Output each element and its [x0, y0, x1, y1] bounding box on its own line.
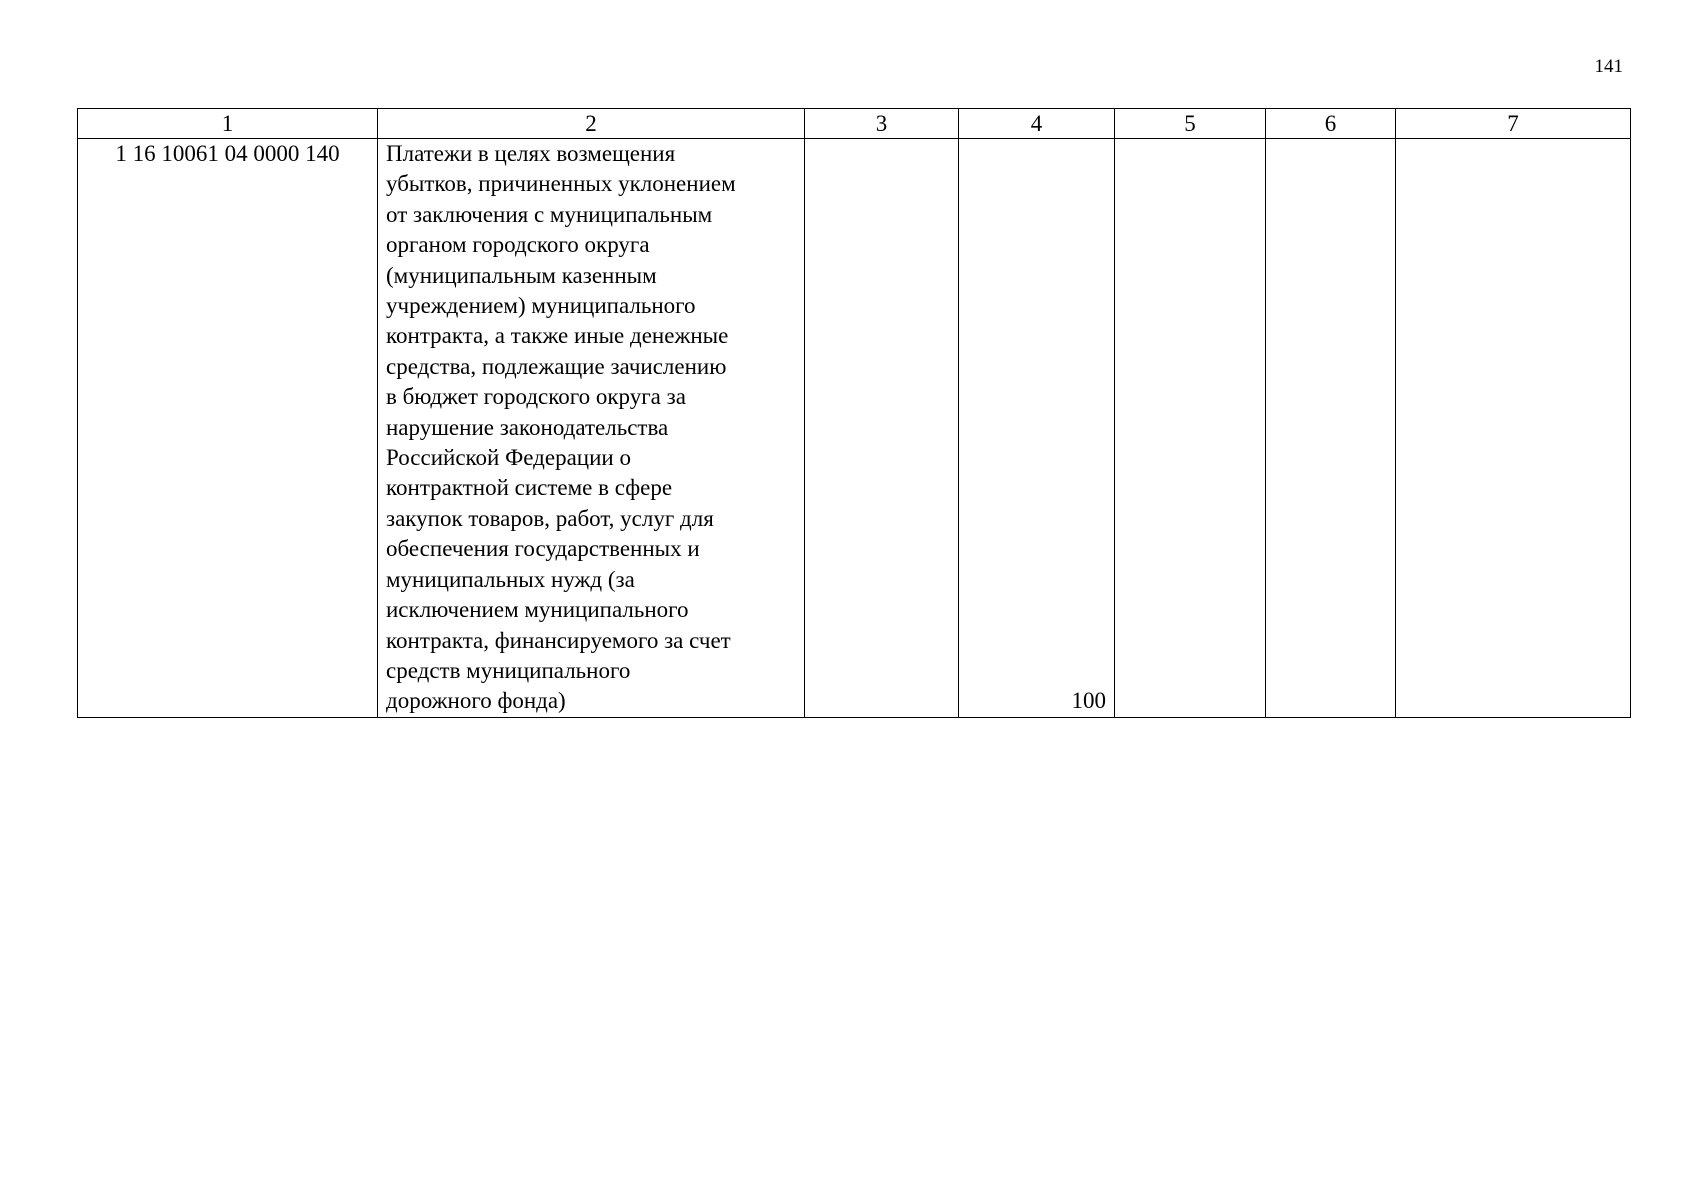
column-3-value [805, 139, 959, 718]
column-header-2: 2 [378, 109, 805, 139]
description-line: Платежи в целях возмещения [386, 141, 676, 166]
description-line: контрактной системе в сфере [386, 475, 673, 501]
description-line: закупок товаров, работ, услуг для [386, 505, 714, 531]
column-header-5: 5 [1115, 109, 1266, 139]
column-6-value [1266, 139, 1396, 718]
page-number: 141 [1594, 56, 1623, 77]
description-line: органом городского округа [386, 232, 650, 258]
column-header-1: 1 [78, 109, 378, 139]
description-line: обеспечения государственных и [386, 536, 700, 562]
description-line: нарушение законодательства [386, 414, 669, 440]
description-cell [378, 139, 805, 718]
description-line: исключением муниципального [386, 597, 689, 623]
column-4-value: 100 [959, 139, 1115, 718]
description-line: муниципальных нужд (за [386, 566, 635, 592]
column-5-value [1115, 139, 1266, 718]
column-header-6: 6 [1266, 109, 1396, 139]
description-line: средства, подлежащие зачислению [386, 353, 727, 379]
description-line: (муниципальным казенным [386, 262, 657, 288]
description-line: контракта, финансируемого за счет [386, 627, 731, 653]
description-line: средств муниципального [386, 657, 631, 683]
description-line: от заключения с муниципальным [386, 201, 713, 227]
column-header-7: 7 [1396, 109, 1631, 139]
budget-code-cell: 1 16 10061 04 0000 140 [78, 139, 378, 718]
description-line: дорожного фонда) [386, 688, 566, 714]
description-line: убытков, причиненных уклонением [386, 171, 736, 197]
column-number-row [78, 109, 1631, 139]
column-header-4: 4 [959, 109, 1115, 139]
description-line: контракта, а также иные денежные [386, 323, 729, 349]
description-line: в бюджет городского округа за [386, 384, 686, 410]
budget-table [77, 108, 1631, 718]
description-line: Российской Федерации о [386, 445, 631, 471]
table-row [78, 139, 1631, 718]
column-7-value [1396, 139, 1631, 718]
column-header-3: 3 [805, 109, 959, 139]
description-line: учреждением) муниципального [386, 293, 696, 319]
